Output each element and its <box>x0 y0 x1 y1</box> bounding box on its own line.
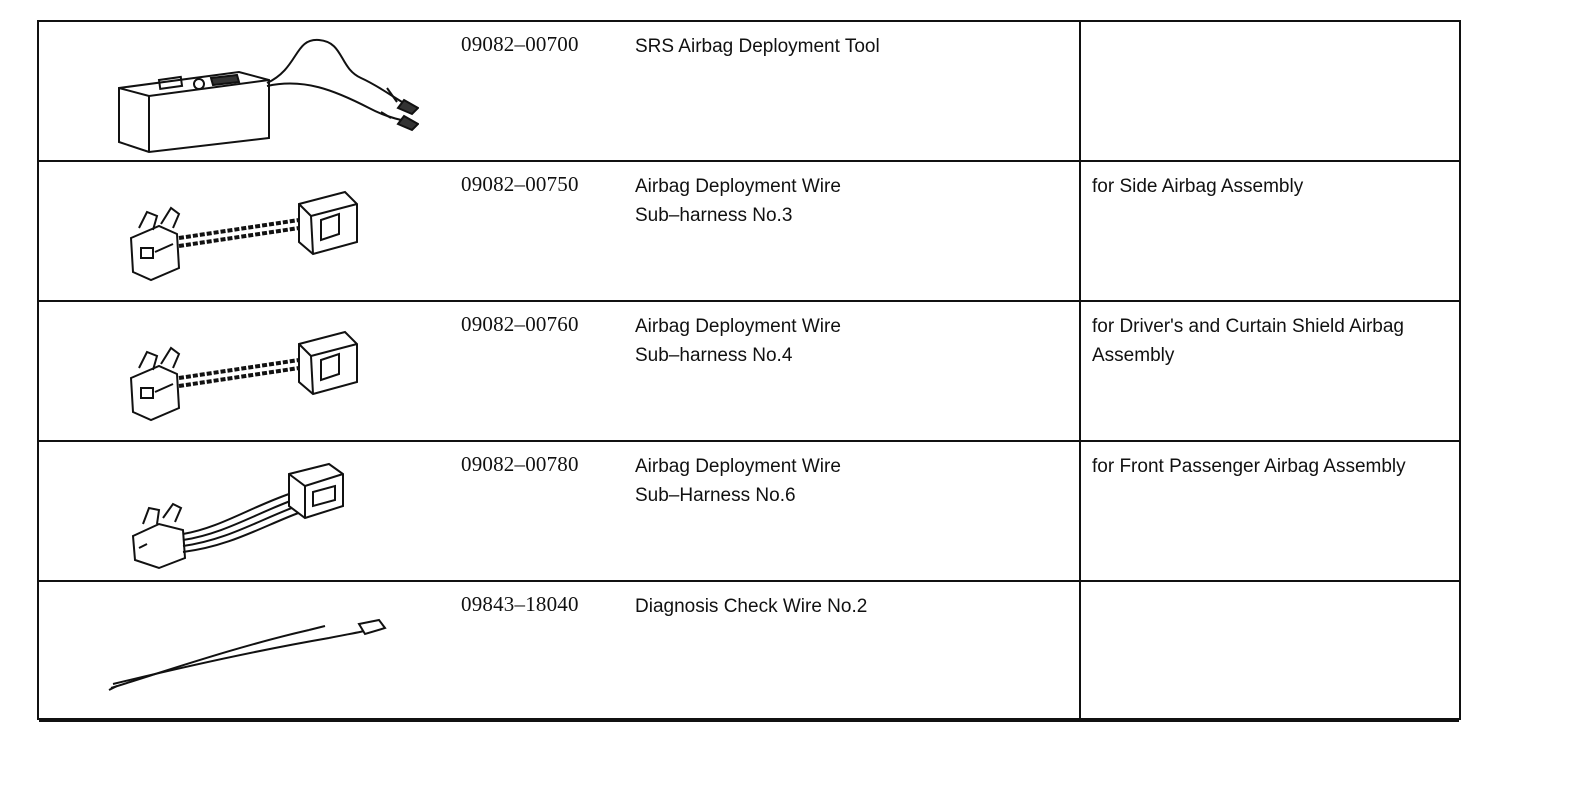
check-wire-icon <box>99 588 419 714</box>
part-note: for Driver's and Curtain Shield Airbag Assembly <box>1092 316 1404 366</box>
part-name <box>635 312 841 370</box>
table-row <box>39 162 1459 302</box>
part-name <box>635 32 880 61</box>
part-name-line: Airbag Deployment Wire <box>635 316 841 337</box>
part-name-line: Sub–harness No.4 <box>635 345 793 366</box>
part-name <box>635 452 841 510</box>
table-row <box>39 582 1459 722</box>
part-name-line: Airbag Deployment Wire <box>635 456 841 477</box>
part-note: for Side Airbag Assembly <box>1092 176 1304 197</box>
part-name <box>635 592 867 621</box>
part-number: 09082–00700 <box>461 32 579 56</box>
deployment-tool-box-icon <box>99 28 419 154</box>
part-name-line: Sub–harness No.3 <box>635 205 793 226</box>
part-note: for Front Passenger Airbag Assembly <box>1092 456 1406 477</box>
part-name-line: Airbag Deployment Wire <box>635 176 841 197</box>
table-row <box>39 22 1459 162</box>
connector-harness-icon <box>99 168 419 294</box>
table-row <box>39 302 1459 442</box>
part-name-line: Sub–Harness No.6 <box>635 485 796 506</box>
connector-harness-icon <box>99 308 419 434</box>
part-number: 09082–00780 <box>461 452 579 476</box>
part-name-line: Diagnosis Check Wire No.2 <box>635 596 868 617</box>
table-row <box>39 442 1459 582</box>
part-name-line: SRS Airbag Deployment Tool <box>635 36 880 57</box>
part-number: 09082–00750 <box>461 172 579 196</box>
column-divider <box>1079 22 1081 718</box>
part-number: 09843–18040 <box>461 592 579 616</box>
part-name <box>635 172 841 230</box>
connector-harness-flat-icon <box>99 448 419 574</box>
special-service-tools-table <box>37 20 1461 720</box>
part-number: 09082–00760 <box>461 312 579 336</box>
